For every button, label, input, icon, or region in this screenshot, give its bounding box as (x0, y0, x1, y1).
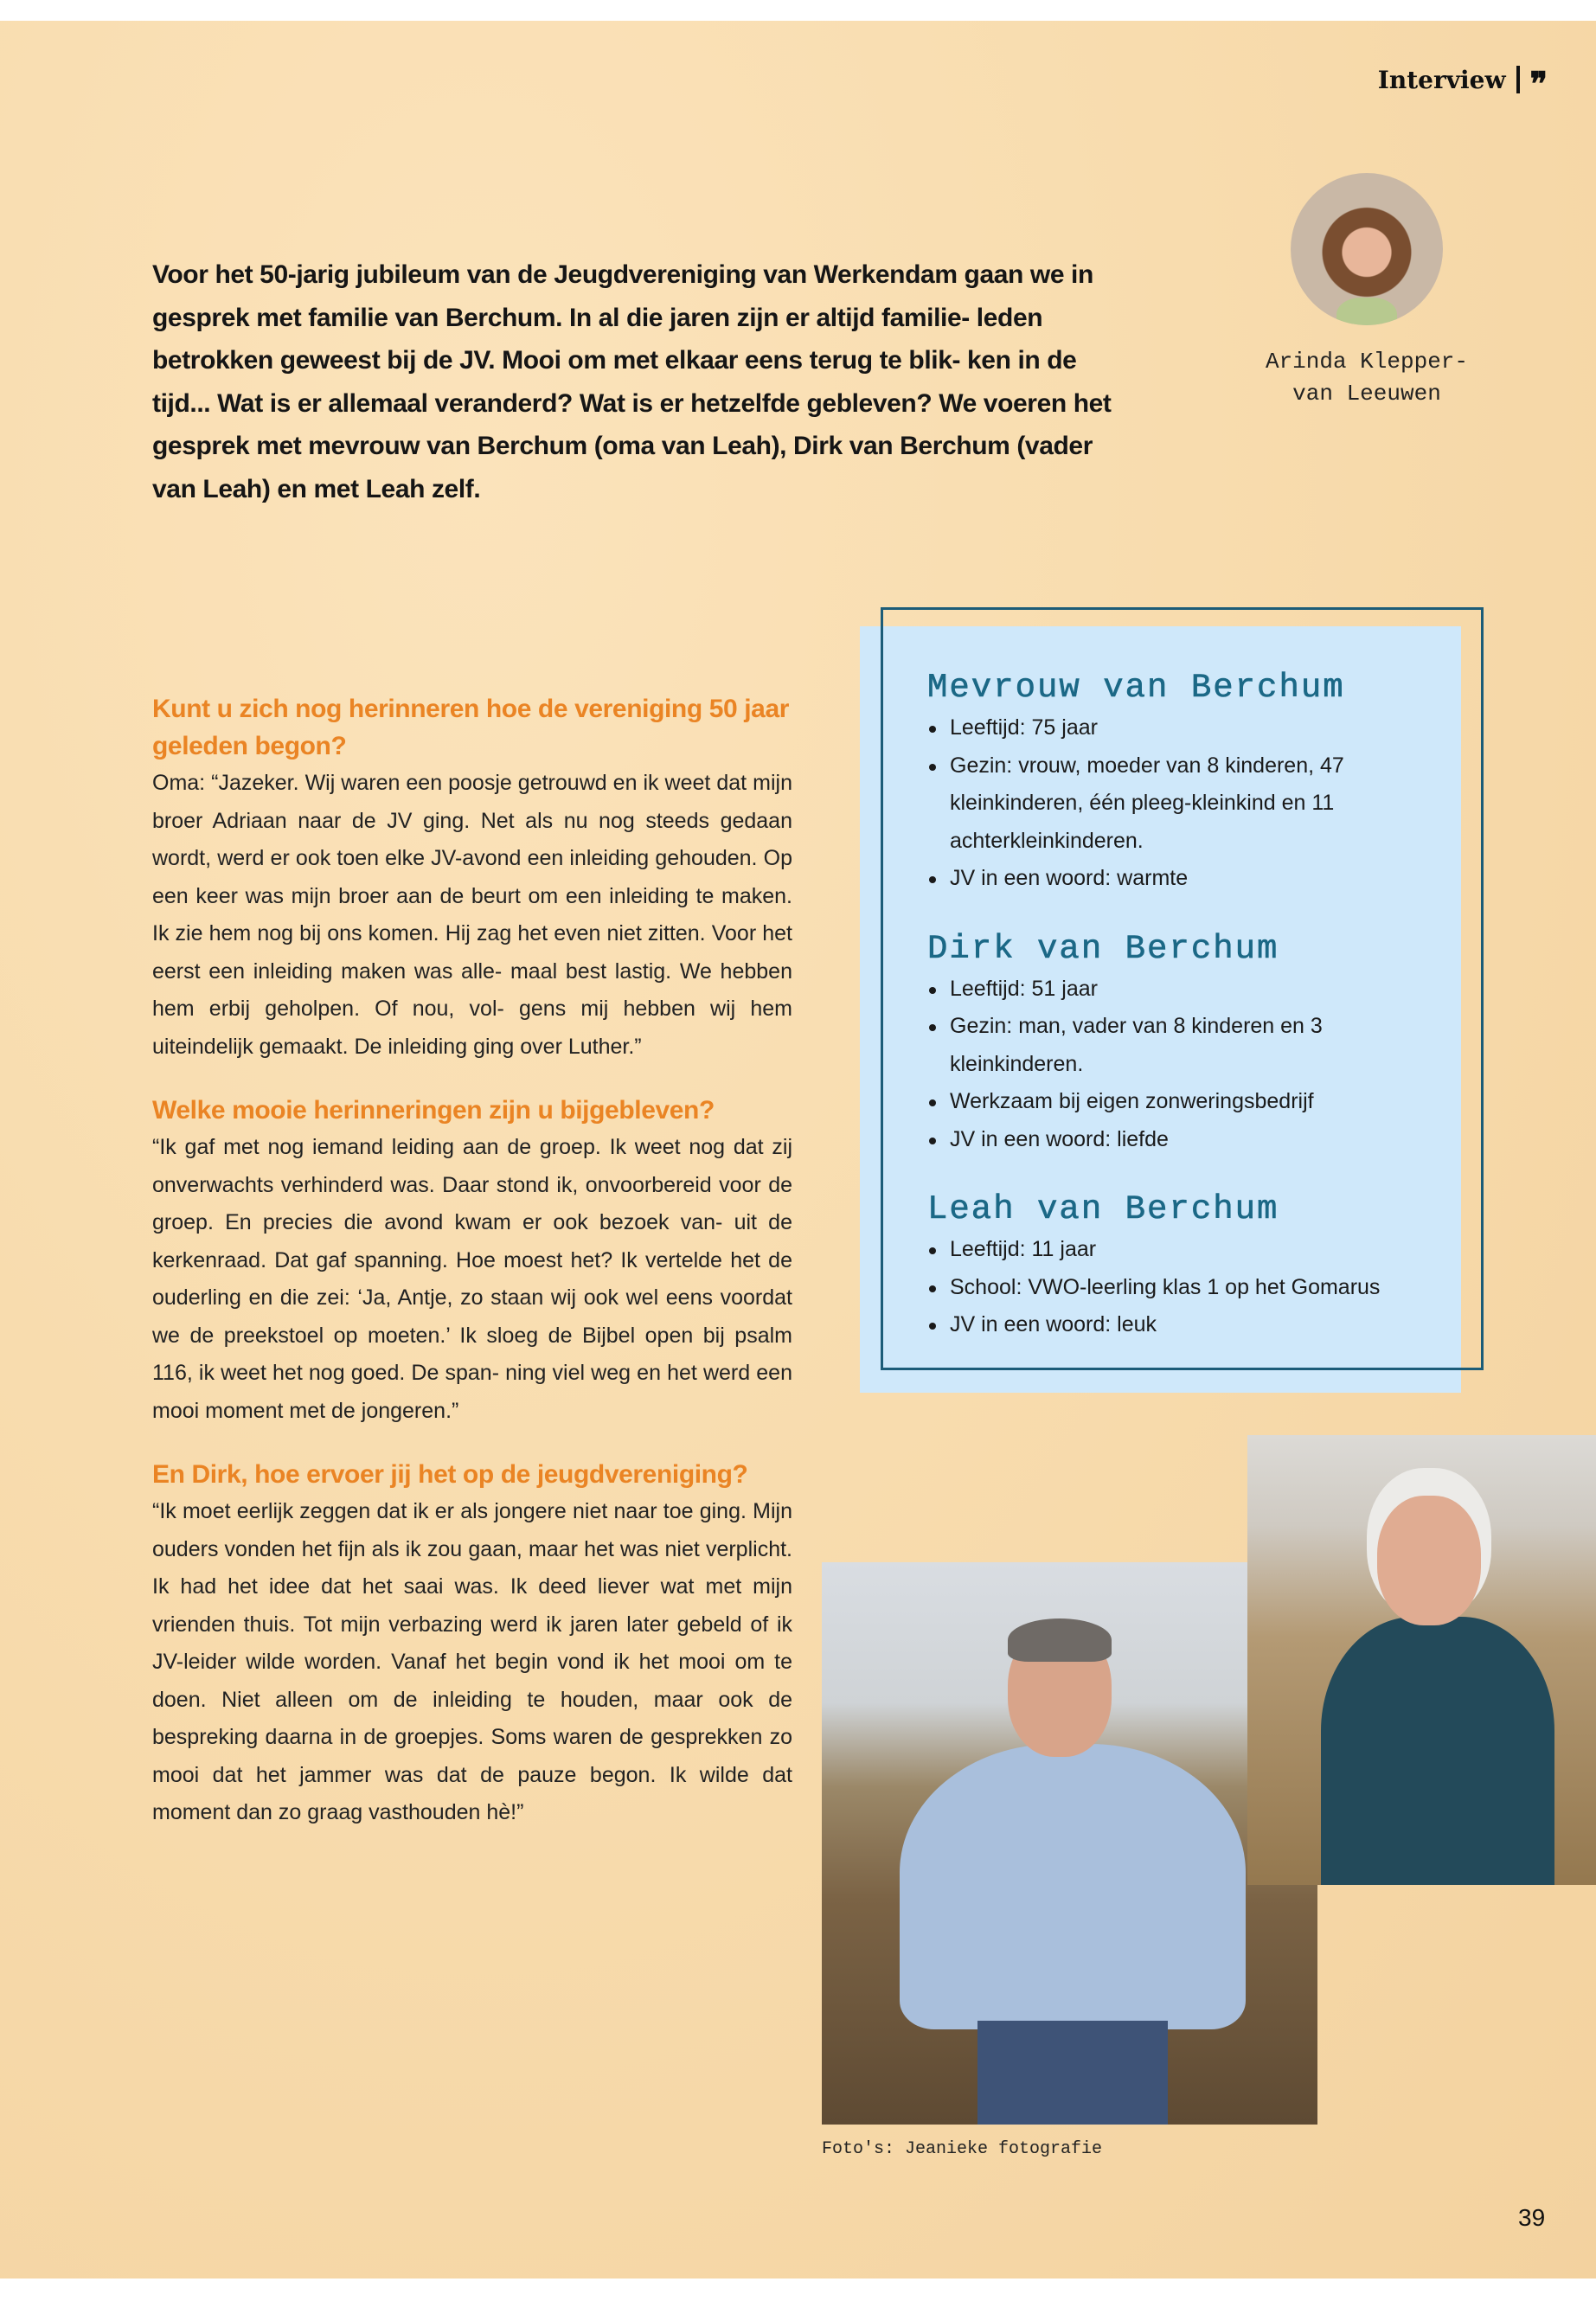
author-line: Arinda Klepper- (1265, 349, 1469, 375)
answer-line: Oma: “Jazeker. Wij waren een poosje getrouwd en ik weet dat (152, 771, 747, 795)
answer-line: zij onverwachts verhinderd was. Daar stond ik, onvoorbereid (152, 1135, 792, 1197)
question-heading (152, 1456, 792, 1493)
profile-fact: JV in een woord: liefde (927, 1121, 1446, 1159)
photo-figure (1377, 1496, 1481, 1625)
profile-fact: Leeftijd: 11 jaar (927, 1231, 1446, 1269)
answer-line: Ik wilde dat moment dan zo graag vasthouden hè!” (152, 1762, 793, 1824)
answer-line: gehouden. Op een keer was mijn broer aan de beurt om een (152, 846, 792, 908)
answer-paragraph (152, 765, 792, 1066)
intro-line: Berchum (vader van Leah) en met Leah zelf. (152, 432, 1093, 503)
answer-line: de Bijbel open bij psalm 116, ik weet het nog goed. De span- (152, 1323, 792, 1385)
photo-credit: Foto's: Jeanieke fotografie (822, 2139, 1103, 2159)
section-header (1377, 59, 1544, 103)
question-line: En Dirk, hoe ervoer jij het op de jeugdvereniging? (152, 1460, 748, 1489)
section-label: Interview (1377, 65, 1506, 94)
intro-line: we in gesprek met familie van Berchum. In al die jaren zijn er altijd familie- (152, 260, 1093, 332)
qa-section (152, 1456, 792, 1832)
intro-line: Voor het 50-jarig jubileum van de Jeugdvereniging van Werkendam gaan (152, 260, 1023, 289)
photo-figure (900, 1744, 1246, 2029)
profile-name: Mevrouw van Berchum (927, 669, 1345, 707)
answer-line: ning viel weg en het werd een mooi moment met de jongeren.” (152, 1361, 792, 1423)
profile-fact: JV in een woord: leuk (927, 1306, 1446, 1344)
answer-line: gebeld of ik JV-leider wilde worden. Vanaf het begin vond ik (152, 1612, 792, 1674)
question-line: jaar geleden begon? (152, 695, 790, 760)
intro-line: leden betrokken geweest bij de JV. Mooi om met elkaar eens terug te blik- (152, 303, 1043, 375)
answer-line: Mijn ouders vonden het fijn als ik zou gaan, maar het was niet (152, 1499, 792, 1561)
profile-name: Dirk van Berchum (927, 929, 1279, 968)
author-avatar (1291, 173, 1443, 325)
answer-line: ging over Luther.” (473, 1034, 642, 1059)
page-number: 39 (1518, 2204, 1546, 2231)
interview-column (152, 690, 792, 1858)
answer-line: voor de groep. En precies die avond kwam er ook bezoek van- (152, 1172, 793, 1234)
answer-paragraph (152, 1129, 792, 1430)
profile-fact: Gezin: man, vader van 8 kinderen en 3 kleinkinderen. (927, 1008, 1446, 1083)
profile-box (927, 666, 1446, 1374)
answer-line: uit de kerkenraad. Dat gaf spanning. Hoe moest het? (152, 1210, 792, 1272)
answer-line: even niet zitten. Voor het eerst een inleiding maken was alle- (152, 921, 792, 984)
profile-fact: Leeftijd: 51 jaar (927, 971, 1446, 1009)
intro-line: ken in de tijd... Wat is er allemaal veranderd? Wat is er hetzelfde gebleven? (152, 346, 1077, 418)
profile-fact: School: VWO-leerling klas 1 op het Gomarus (927, 1269, 1446, 1307)
photo-figure (977, 2021, 1168, 2125)
answer-line: Ik vertelde het de ouderling en die zei: ‘Ja, Antje, zo staan wij (152, 1247, 792, 1310)
photo-dirk (822, 1562, 1317, 2125)
question-heading (152, 1092, 792, 1129)
question-line: Kunt u zich nog herinneren hoe de vereniging 50 (152, 695, 738, 723)
profile-fact: Werkzaam bij eigen zonweringsbedrijf (927, 1083, 1446, 1121)
profile-facts (927, 971, 1446, 1159)
author-name (1228, 346, 1505, 410)
answer-line: “Ik moet eerlijk zeggen dat ik er als jongere niet naar toe ging. (152, 1499, 747, 1523)
answer-line: maal best lastig. We hebben hem erbij geholpen. Of nou, vol- (152, 958, 792, 1021)
answer-line: met mijn vrienden thuis. Tot mijn verbazing werd ik jaren later (152, 1574, 792, 1637)
profile-facts (927, 1231, 1446, 1344)
answer-line: maar ook de bespreking daarna in de groepjes. Soms waren de (152, 1687, 793, 1749)
answer-line: verplicht. Ik had het idee dat het saai was. Ik deed liever wat (152, 1536, 792, 1599)
answer-line: gens mij hebben wij hem uiteindelijk gemaakt. De inleiding (152, 997, 792, 1059)
answer-line: gedaan wordt, werd er ook toen elke JV-avond een inleiding (152, 808, 792, 870)
profile-fact: JV in een woord: warmte (927, 860, 1446, 898)
author-line: van Leeuwen (1292, 381, 1441, 407)
answer-line: gesprekken zo mooi dat het jammer was dat de pauze begon. (152, 1725, 792, 1787)
question-line: Welke mooie herinneringen zijn u bijgebleven? (152, 1096, 715, 1125)
profile-fact: Leeftijd: 75 jaar (927, 709, 1446, 747)
quote-icon: ❞ (1529, 64, 1544, 103)
answer-line: “Ik gaf met nog iemand leiding aan de groep. Ik weet nog dat (152, 1135, 764, 1159)
answer-line: inleiding te maken. Ik zie hem nog bij ons komen. Hij zag het (152, 883, 792, 945)
profile-fact: Gezin: vrouw, moeder van 8 kinderen, 47 kleinkinderen, één pleeg-kleinkind en 11 achterkleinkinderen. (927, 747, 1446, 861)
photo-grandmother (1247, 1435, 1596, 1885)
qa-section (152, 1092, 792, 1430)
answer-line: het mooi om te doen. Niet alleen om de inleiding te houden, (152, 1650, 792, 1712)
photo-figure (1008, 1618, 1112, 1662)
profile-facts (927, 709, 1446, 898)
profile-name: Leah van Berchum (927, 1190, 1279, 1228)
answer-line: ook wel eens voordat we de preekstoel op moeten.’ Ik sloeg (152, 1285, 792, 1348)
avatar-shirt (1336, 298, 1397, 325)
qa-section (152, 690, 792, 1066)
intro-paragraph (152, 253, 1121, 510)
answer-line: mijn broer Adriaan naar de JV ging. Net als nu nog steeds (152, 771, 792, 833)
divider (1516, 66, 1520, 93)
intro-line: We voeren het gesprek met mevrouw van Berchum (oma van Leah), Dirk van (152, 388, 1112, 460)
question-heading (152, 690, 792, 765)
photo-figure (1321, 1617, 1554, 1885)
answer-paragraph (152, 1493, 792, 1832)
